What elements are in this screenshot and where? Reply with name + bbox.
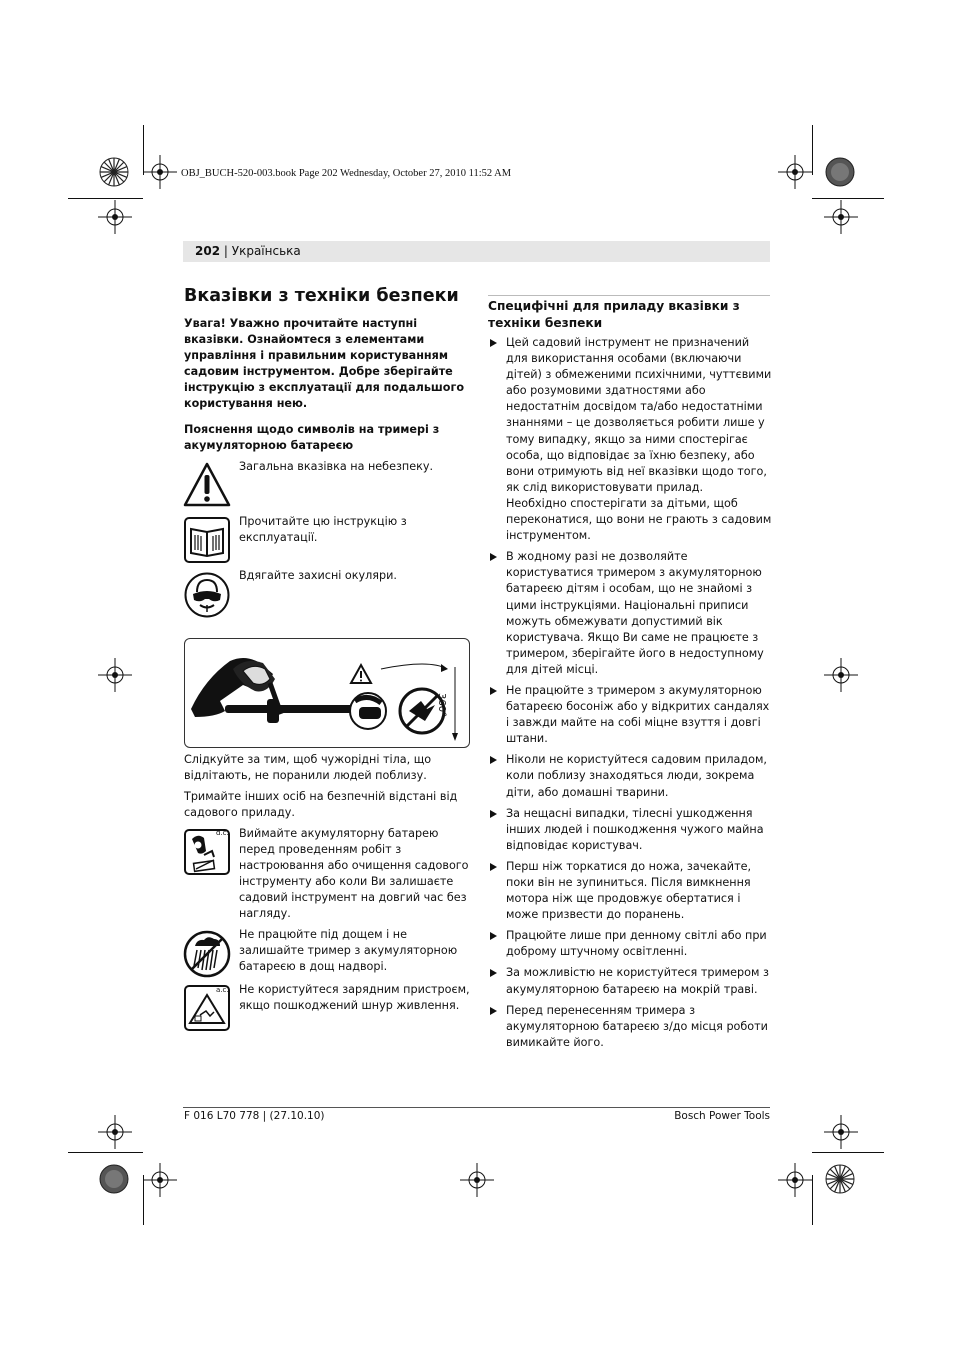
no-rain-icon bbox=[183, 930, 231, 978]
dc-badge: d.c. bbox=[216, 829, 229, 837]
list-item: Ніколи не користуйтеся садовим приладом, коли поблизу знаходяться люди, зокрема діти, або домашні тварини. bbox=[488, 752, 772, 800]
crosshair-mark bbox=[778, 155, 812, 189]
registration-wheel-mark bbox=[824, 156, 856, 188]
list-item: За можливістю не користуйтеся тримером з акумуляторною батареєю на мокрій траві. bbox=[488, 965, 772, 997]
list-item: Перед перенесенням тримера з акумуляторною батареєю з/до місця роботи вимикайте його. bbox=[488, 1003, 772, 1051]
warning-intro: Увага! Уважно прочитайте наступні вказівки. Ознайомтеся з елементами управління і правильним користуванням садовим інструментом. Добре зберігайте інструкцію з експлуатації для подальшого користування нею. bbox=[184, 317, 465, 411]
crosshair-mark bbox=[460, 1163, 494, 1197]
page-title: Вказівки з техніки безпеки bbox=[184, 286, 459, 306]
registration-wheel-mark bbox=[98, 156, 130, 188]
safety-bullet-list bbox=[488, 335, 772, 1056]
symbol-text: Виймайте акумуляторну батарею перед проведенням робіт з настроювання або очищення садового інструменту або коли Ви залишаєте садовий інструмент на довгий час без нагляду. bbox=[239, 827, 469, 921]
header-separator: | bbox=[223, 244, 228, 258]
crosshair-mark bbox=[143, 1163, 177, 1197]
list-item: В жодному разі не дозволяйте користуватися тримером з акумуляторною батареєю дітям і особам, що не знайомі з цими інструкціями. Національні приписи можуть обмежувати допустимий вік користувача. Якщо Ви саме не працюєте з тримером, зберігайте його в недоступному для дітей місці. bbox=[488, 549, 772, 678]
trimmer-safety-figure bbox=[184, 638, 470, 748]
list-item: За нещасні випадки, тілесні ушкодження інших людей і пошкодження чужого майна відповідає користувач. bbox=[488, 806, 772, 854]
symbols-heading: Пояснення щодо символів на тримері з акумуляторною батареєю bbox=[184, 423, 440, 453]
list-item: Не працюйте з тримером з акумуляторною батареєю босоніж або у відкритих сандалях і завжди майте на собі міцне взуття і довгі штани. bbox=[488, 683, 772, 747]
footer-doc-code: F 016 L70 778 | (27.10.10) bbox=[184, 1110, 325, 1122]
trim-line bbox=[143, 125, 144, 175]
crosshair-mark bbox=[98, 658, 132, 692]
list-item-extra: Необхідно спостерігати за дітьми, щоб переконатися, що вони не грають з садовим інструментом. bbox=[506, 496, 772, 543]
page-number: 202 bbox=[195, 244, 221, 258]
list-item: Працюйте лише при денному світлі або при доброму штучному освітленні. bbox=[488, 928, 772, 960]
crosshair-mark bbox=[824, 658, 858, 692]
symbol-text: Не працюйте під дощем і не залишайте тример з акумуляторною батареєю в дощ надворі. bbox=[239, 928, 458, 974]
footer-brand: Bosch Power Tools bbox=[674, 1110, 770, 1122]
crosshair-mark bbox=[143, 155, 177, 189]
trim-line bbox=[812, 198, 884, 199]
registration-wheel-mark bbox=[98, 1163, 130, 1195]
symbol-text: Прочитайте цю інструкцію з експлуатації. bbox=[239, 515, 407, 545]
symbol-text: Загальна вказівка на небезпеку. bbox=[239, 460, 434, 473]
crosshair-mark bbox=[98, 1115, 132, 1149]
para-safe-distance: Тримайте інших осіб на безпечній відстані від садового приладу. bbox=[184, 790, 458, 820]
para-foreign-objects: Слідкуйте за тим, щоб чужорідні тіла, що відлітають, не поранили людей поблизу. bbox=[184, 753, 432, 783]
trim-line bbox=[812, 1152, 884, 1153]
warning-triangle-icon bbox=[183, 462, 231, 508]
trim-line bbox=[812, 1175, 813, 1225]
right-heading: Специфічні для приладу вказівки з техніки безпеки bbox=[488, 295, 770, 331]
symbol-text: Вдягайте захисні окуляри. bbox=[239, 569, 397, 582]
trim-line bbox=[812, 125, 813, 175]
trim-line bbox=[68, 198, 143, 199]
footer-rule bbox=[183, 1107, 770, 1108]
header-language: Українська bbox=[231, 244, 301, 258]
list-item: Перш ніж торкатися до ножа, зачекайте, поки він не зупиниться. Після вимкнення мотора ніж ще продовжує обертатися і може призвести до поранень. bbox=[488, 859, 772, 923]
page-header bbox=[183, 241, 770, 262]
crosshair-mark bbox=[778, 1163, 812, 1197]
trimmer-illustration bbox=[185, 639, 471, 749]
read-manual-icon bbox=[184, 517, 230, 563]
ac-badge: a.c. bbox=[216, 986, 229, 994]
angle-label: 360° bbox=[436, 693, 447, 718]
registration-wheel-mark bbox=[824, 1163, 856, 1195]
symbol-text: Не користуйтеся зарядним пристроєм, якщо пошкоджений шнур живлення. bbox=[239, 983, 470, 1013]
print-info: OBJ_BUCH-520-003.book Page 202 Wednesday, October 27, 2010 11:52 AM bbox=[181, 168, 512, 179]
list-item: Цей садовий інструмент не призначений для використання особами (включаючи дітей) з обмеженими психічними, чуттєвими або розумовими здатностями або недостатнім досвідом та/або недостатніми знаннями – це дозволяється робити лише у тому випадку, якщо за ними спостерігає особа, що відповідає за їхню безпеку, або вони отримують від неї вказівки щодо того, як слід використовувати прилад. Необхідно спостерігати за дітьми, щоб переконатися, що вони не грають з садовим інструментом. bbox=[488, 335, 772, 544]
trim-line bbox=[143, 1175, 144, 1225]
crosshair-mark bbox=[824, 200, 858, 234]
safety-goggles-icon bbox=[183, 572, 231, 618]
trim-line bbox=[68, 1152, 143, 1153]
crosshair-mark bbox=[98, 200, 132, 234]
crosshair-mark bbox=[824, 1115, 858, 1149]
